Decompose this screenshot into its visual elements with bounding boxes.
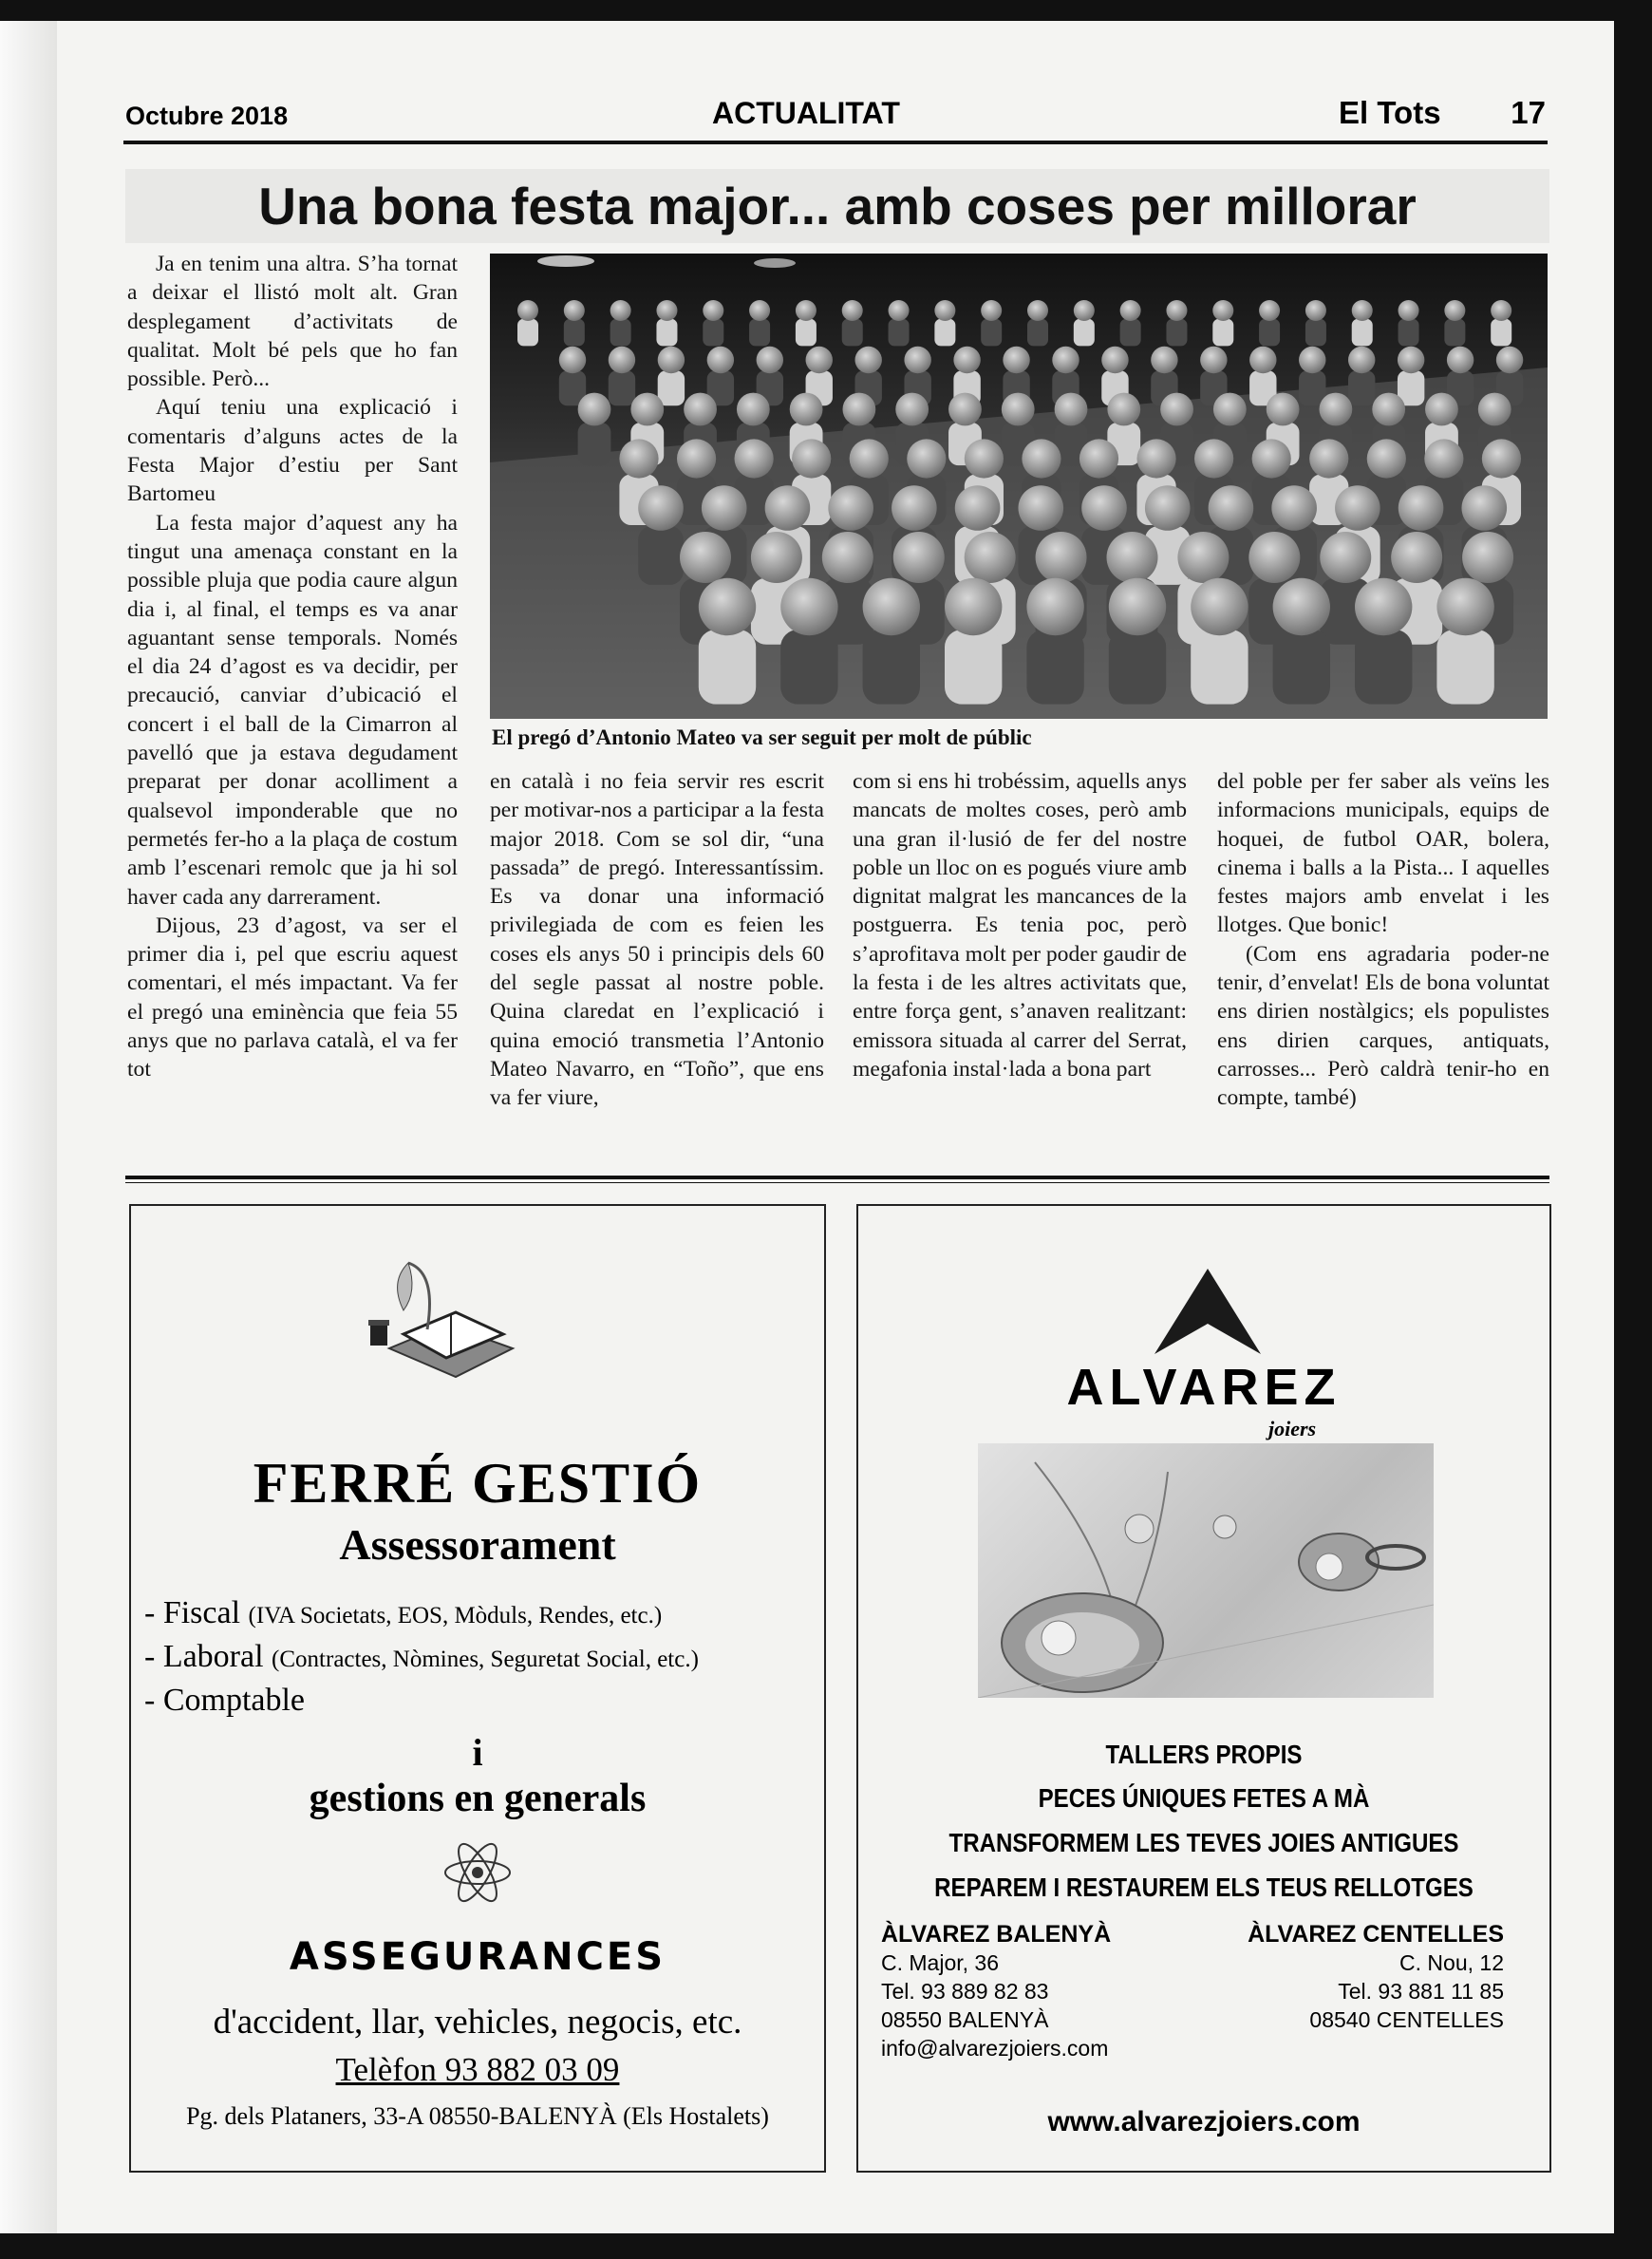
shop-email: info@alvarezjoiers.com [881,2036,1109,2061]
audience-head [948,393,982,426]
jewelry-photo [978,1443,1434,1698]
audience-head [656,300,677,321]
page-number: 17 [1511,95,1546,130]
seated-audience-image [490,254,1548,719]
audience-body [1491,319,1511,347]
audience-head [1436,578,1493,635]
audience-head [1309,439,1348,478]
assegurances-heading: ASSEGURANCES [289,1935,666,1979]
audience-body [1212,319,1233,347]
audience-head [707,347,734,373]
audience-head [806,347,833,373]
audience-head [1003,347,1029,373]
audience-body [564,319,585,347]
book-quill-icon [351,1244,522,1396]
audience-body [1109,630,1166,705]
audience-body [699,630,756,705]
audience-head [1335,485,1380,531]
audience-body [842,319,863,347]
audience-head [1194,439,1233,478]
audience-head [1209,485,1254,531]
ferre-gestio-ad [129,1204,826,2173]
audience-head [1271,485,1317,531]
audience-head [1320,532,1371,583]
audience-body [1074,319,1095,347]
audience-head [1055,393,1088,426]
audience-body [1352,319,1373,347]
service-laboral [144,1639,699,1675]
audience-head [790,393,823,426]
audience-body [749,319,770,347]
paragraph: del poble per fer saber als veïns les informacions municipals, equips de hoquei, de futbol OAR, bolera, cinema i balls a la Pista... I aquelles festes majors amb envelat i les llotges. Que bonic! [1217,769,1549,938]
audience-head [1120,300,1141,321]
audience-head [792,439,831,478]
audience-head [1101,347,1128,373]
shop-address: C. Major, 36 [881,1950,999,1975]
audience-body [1436,630,1493,705]
audience-head [895,393,929,426]
audience-head [945,578,1002,635]
service-detail: (IVA Societats, EOS, Mòduls, Rendes, etc.) [248,1603,663,1628]
audience-head [757,347,783,373]
audience-head [610,300,631,321]
audience-head [1461,485,1507,531]
audience-head [1425,393,1458,426]
audience-body [578,423,611,465]
gestions-heading: gestions en generals [309,1777,647,1820]
atom-icon [440,1835,516,1911]
phone-number: Telèfon 93 882 03 09 [335,2051,620,2088]
article-column-4 [1217,767,1549,1113]
audience-body [1444,319,1465,347]
audience-head [684,393,717,426]
audience-head [1213,393,1247,426]
audience-body [1026,630,1083,705]
paragraph: en català i no feia servir res escrit per motivar-nos a participar a la festa major 2018. Com se sol dir, “una passada” de pregó. Interessantíssim. Es va donar una informació privilegiada de com es feien les coses els anys 50 i principis dels 60 del segle passat al nostre poble. Quina claredat en l’explicació i quina emoció transmetia l’Antonio Mateo Navarro, en “Toño”, que ens va fer viure, [490,769,824,1111]
audience-head [1444,300,1465,321]
audience-body [863,630,920,705]
audience-head [1299,347,1325,373]
shop-city: 08550 BALENYÀ [881,2007,1049,2032]
website: www.alvarezjoiers.com [1047,2106,1361,2137]
alvarez-logo-icon [1155,1269,1261,1354]
audience-head [1267,393,1300,426]
audience-head [1478,393,1511,426]
paragraph: (Com ens agradaria poder-ne tenir, d’envelat! Els de bona voluntat ens dirien nostàlgics; els populistes ens dirien carques, antiquats, carrosses... Però caldrà tenir-ho en compte, també) [1217,941,1549,1111]
service-heading: Assessorament [339,1520,616,1569]
shop-balenya [881,1920,1111,2062]
audience-body [1348,370,1375,405]
shop-phone: Tel. 93 881 11 85 [1338,1979,1504,2004]
audience-head [749,300,770,321]
audience-head [965,439,1004,478]
audience-head [1248,532,1300,583]
audience-head [1052,347,1079,373]
audience-body [889,319,910,347]
audience-head [680,532,731,583]
paragraph: Aquí teniu una explicació i comentaris d’alguns actes de la Festa Major d’estiu per Sant Bartomeu [127,395,458,507]
audience-head [1319,393,1352,426]
audience-body [1259,319,1280,347]
audience-head [1107,393,1140,426]
audience-head [1399,300,1419,321]
audience-head [703,300,723,321]
audience-head [893,532,945,583]
audience-head [751,532,802,583]
audience-head [842,300,863,321]
audience-head [1491,300,1511,321]
shop-centelles [1248,1920,1504,2034]
audience-head [609,347,635,373]
audience-head [934,300,955,321]
audience-body [796,319,817,347]
audience-head [765,485,811,531]
audience-body [517,319,538,347]
audience-head [699,578,756,635]
audience-head [1160,393,1193,426]
assegurances-detail: d'accident, llar, vehicles, negocis, etc. [213,2003,742,2042]
conjunction: i [472,1731,483,1774]
audience-head [907,439,946,478]
audience-head [822,532,873,583]
shop-city: 08540 CENTELLES [1309,2007,1504,2032]
audience-body [1273,630,1330,705]
audience-body [1027,319,1048,347]
audience-head [559,347,586,373]
audience-head [1367,439,1406,478]
audience-body [1120,319,1141,347]
photo-caption: El pregó d’Antonio Mateo va ser seguit per molt de públic [492,725,1032,749]
tagline-3: TRANSFORMEM LES TEVES JOIES ANTIGUES [948,1828,1459,1857]
audience-head [796,300,817,321]
audience-photo [490,254,1548,719]
page-binding [0,21,57,2233]
audience-head [1200,347,1227,373]
audience-head [1252,439,1291,478]
shop-address: C. Nou, 12 [1399,1950,1504,1975]
audience-head [1074,300,1095,321]
audience-body [610,319,631,347]
audience-body [1166,319,1187,347]
audience-head [1018,485,1063,531]
audience-head [863,578,920,635]
tagline-1: TALLERS PROPIS [1105,1740,1303,1769]
audience-head [1145,485,1191,531]
audience-head [564,300,585,321]
tagline-4: REPAREM I RESTAUREM ELS TEUS RELLOTGES [934,1873,1474,1902]
audience-head [638,485,684,531]
publication-name: El Tots [1339,95,1441,130]
jewelry-image [978,1443,1434,1698]
audience-head [1081,485,1127,531]
audience-head [955,485,1001,531]
page-header [123,74,1548,144]
audience-head [981,300,1002,321]
audience-head [892,485,937,531]
tagline-2: PECES ÚNIQUES FETES A MÀ [1038,1783,1370,1813]
shop-phone: Tel. 93 889 82 83 [881,1979,1049,2004]
audience-body [703,319,723,347]
audience-head [1249,347,1276,373]
audience-head [1496,347,1523,373]
article-column-1 [127,250,458,1084]
audience-head [1355,578,1412,635]
audience-body [1399,319,1419,347]
audience-head [1151,347,1177,373]
audience-head [1482,439,1521,478]
audience-head [1424,439,1463,478]
audience-head [1022,439,1061,478]
audience-head [780,578,837,635]
address: Pg. dels Plataners, 33-A 08550-BALENYÀ (Els Hostalets) [186,2102,769,2130]
audience-head [828,485,873,531]
audience-head [702,485,747,531]
audience-head [1166,300,1187,321]
audience-head [1027,300,1048,321]
audience-head [889,300,910,321]
alvarez-joiers-ad [856,1204,1551,2173]
audience-head [1109,578,1166,635]
audience-head [1348,347,1375,373]
audience-head [1079,439,1118,478]
audience-head [904,347,930,373]
audience-head [1136,439,1175,478]
audience-head [517,300,538,321]
audience-head [1447,347,1474,373]
paragraph: Ja en tenim una altra. S’ha tornat a deixar el llistó molt alt. Gran desplegament d’activitats de qualitat. Molt bé pels que ho fan possible. Però... [127,252,458,392]
article-column-2 [490,767,824,1113]
audience-head [1372,393,1405,426]
audience-head [842,393,875,426]
service-fiscal [144,1595,662,1631]
audience-head [965,532,1016,583]
paragraph: Dijous, 23 d’agost, va ser el primer dia i, pel que escriu aquest comentari, el més impactant. Va fer el pregó una eminència que feia 55 anys que no parlava català, el va fer tot [127,913,458,1082]
article-column-3 [853,767,1187,1083]
audience-head [1462,532,1513,583]
audience-head [1107,532,1158,583]
service-comptable: - Comptable [144,1683,306,1718]
audience-head [1212,300,1233,321]
section-title: ACTUALITAT [712,96,900,130]
section-divider [125,1176,1549,1179]
audience-head [1398,347,1424,373]
shop-title: ÀLVAREZ BALENYÀ [881,1921,1112,1948]
audience-body [609,370,635,405]
audience-body [1355,630,1412,705]
shop-title: ÀLVAREZ CENTELLES [1248,1921,1504,1948]
audience-body [1191,630,1248,705]
article-headline: Una bona festa major... amb coses per millorar [258,177,1417,235]
audience-body [638,526,684,585]
audience-head [578,393,611,426]
audience-head [1391,532,1442,583]
audience-head [1399,485,1444,531]
section-divider-thin [125,1182,1549,1183]
service-label: - Laboral [144,1639,264,1674]
audience-head [953,347,980,373]
audience-head [1273,578,1330,635]
audience-head [619,439,658,478]
audience-head [1177,532,1229,583]
audience-body [656,319,677,347]
audience-head [850,439,889,478]
brand-name: ALVAREZ [1066,1359,1342,1416]
audience-head [1352,300,1373,321]
audience-head [1036,532,1087,583]
audience-body [981,319,1002,347]
audience-head [737,393,770,426]
audience-head [855,347,882,373]
audience-body [934,319,955,347]
audience-head [1191,578,1248,635]
audience-head [1026,578,1083,635]
audience-head [658,347,685,373]
audience-body [658,370,685,405]
audience-head [1305,300,1326,321]
audience-body [1305,319,1326,347]
audience-head [735,439,774,478]
paragraph: com si ens hi trobéssim, aquells anys mancats de moltes coses, però amb una gran il·lusió de fer del nostre poble un lloc on es pogués viure amb dignitat malgrat les mancances de la postguerra. Es tenia poc, però s’aprofitava molt per poder gaudir de la festa i de les altres activitats que, entre força gent, s’anaven realitzant: emissora situada al carrer del Serrat, megafonia instal·lada a bona part [853,769,1187,1082]
audience-head [1259,300,1280,321]
brand-subtitle: joiers [1268,1417,1317,1440]
audience-body [945,630,1002,705]
issue-date: Octubre 2018 [125,102,289,130]
audience-head [630,393,664,426]
audience-head [677,439,716,478]
company-name: FERRÉ GESTIÓ [253,1452,703,1515]
audience-body [780,630,837,705]
service-detail: (Contractes, Nòmines, Seguretat Social, etc.) [272,1647,699,1672]
audience-head [1002,393,1035,426]
service-label: - Fiscal [144,1595,241,1630]
paragraph: La festa major d’aquest any ha tingut una amenaça constant en la possible pluja que podia caure algun dia i, al final, el temps es va anar aguantant sense temporals. Només el dia 24 d’agost es va decidir, per precaució, canviar d’ubicació el concert i el ball de la Cimarron al pavelló que ja estava degudament preparat per donar acolliment a qualsevol imponderable que no permetés fer-ho a la plaça de costum amb l’escenari remolc que ja hi sol haver cada any darrerament. [127,510,458,910]
